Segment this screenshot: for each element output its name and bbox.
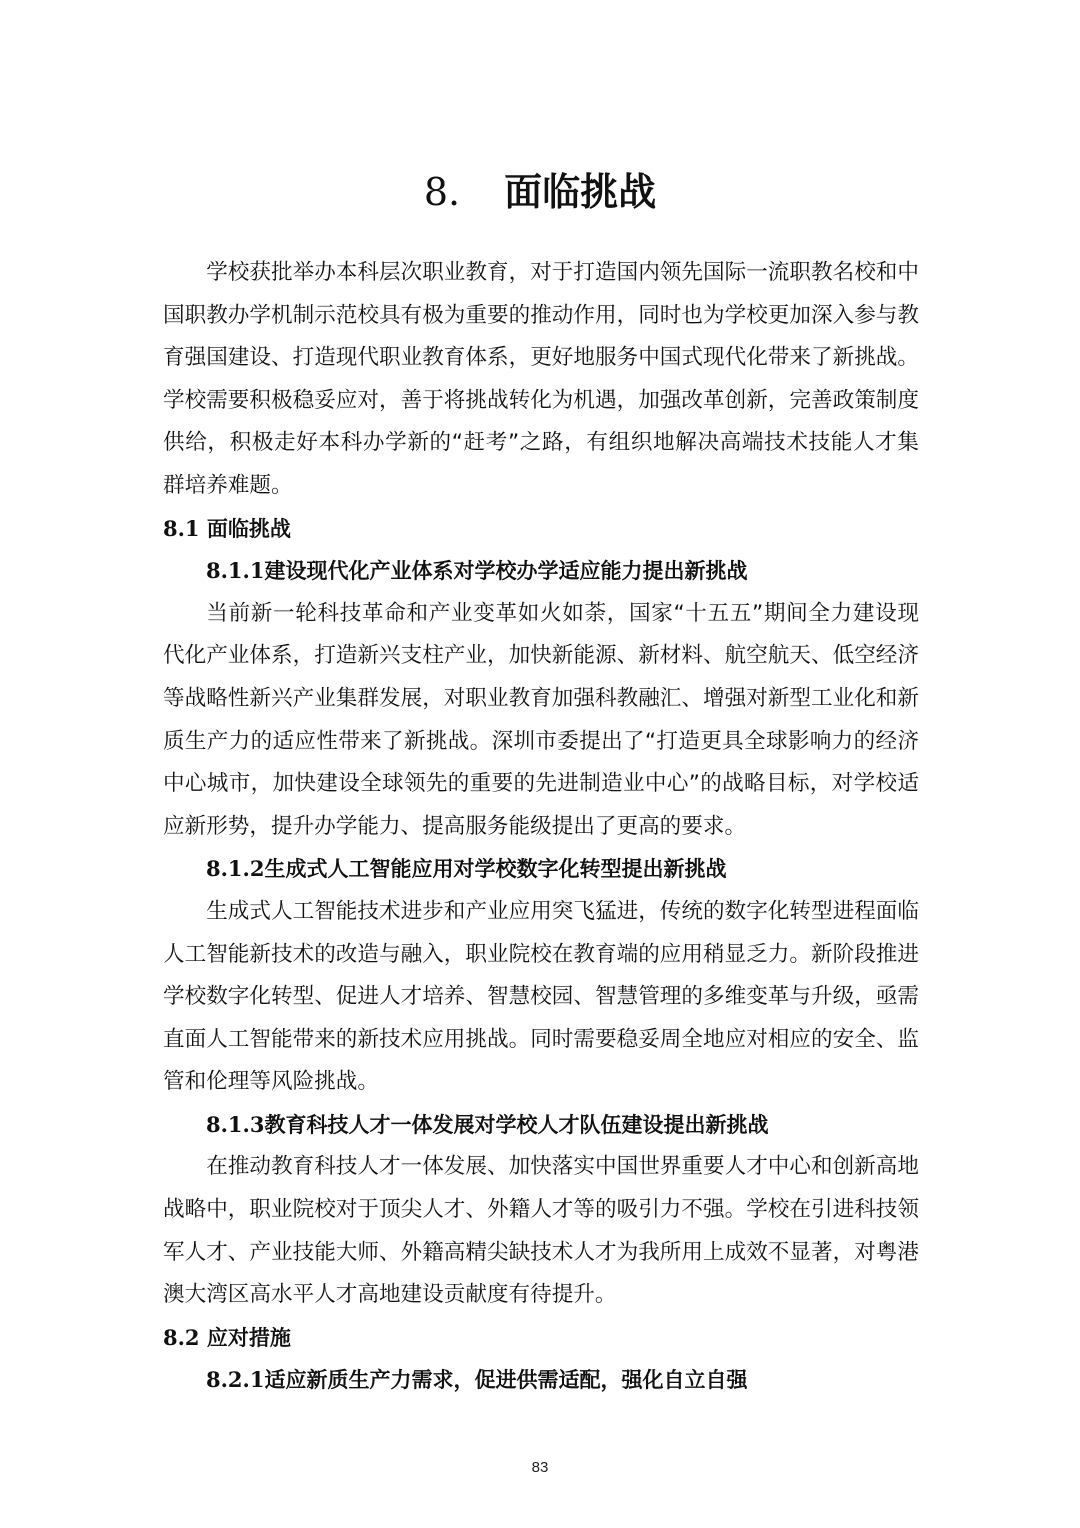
section-heading-8-1: 8.1 面临挑战 [163, 515, 291, 541]
subsection-heading-8-2-1: 8.2.1适应新质生产力需求，促进供需适配，强化自立自强 [206, 1367, 748, 1393]
section-heading-8-2: 8.2 应对措施 [163, 1324, 291, 1350]
page-number: 83 [531, 1459, 549, 1476]
paragraph-8-1-1: 当前新一轮科技革命和产业变革如火如荼，国家“十五五”期间全力建设现代化产业体系，打造新兴支柱产业，加快新能源、新材料、航空航天、低空经济等战略性新兴产业集群发展，对职业教育加强科教融汇、增强对新型工业化和新质生产力的适应性带来了新挑战。深圳市委提出了“打造更具全球影响力的经济中心城市，加快建设全球领先的重要的先进制造业中心”的战略目标，对学校适应新形势，提升办学能力、提高服务能级提出了更高的要求。 [163, 600, 919, 839]
paragraph-8-1-2: 生成式人工智能技术进步和产业应用突飞猛进，传统的数字化转型进程面临人工智能新技术的改造与融入，职业院校在教育端的应用稍显乏力。新阶段推进学校数字化转型、促进人才培养、智慧校园、智慧管理的多维变革与升级，亟需直面人工智能带来的新技术应用挑战。同时需要稳妥周全地应对相应的安全、监管和伦理等风险挑战。 [163, 898, 919, 1095]
intro-paragraph: 学校获批举办本科层次职业教育，对于打造国内领先国际一流职教名校和中国职教办学机制示范校具有极为重要的推动作用，同时也为学校更加深入参与教育强国建设、打造现代职业教育体系，更好地服务中国式现代化带来了新挑战。学校需要积极稳妥应对，善于将挑战转化为机遇，加强改革创新，完善政策制度供给，积极走好本科办学新的“赶考”之路，有组织地解决高端技术技能人才集群培养难题。 [163, 260, 919, 498]
chapter-title [0, 168, 1080, 216]
paragraph-8-1-3: 在推动教育科技人才一体发展、加快落实中国世界重要人才中心和创新高地战略中，职业院校对于顶尖人才、外籍人才等的吸引力不强。学校在引进科技领军人才、产业技能大师、外籍高精尖缺技术人才为我所用上成效不显著，对粤港澳大湾区高水平人才高地建设贡献度有待提升。 [163, 1154, 919, 1308]
chapter-title-text: 面临挑战 [504, 169, 657, 214]
chapter-number: 8. [423, 170, 461, 214]
document-body [163, 252, 919, 1402]
subsection-heading-8-1-2: 8.1.2生成式人工智能应用对学校数字化转型提出新挑战 [206, 856, 727, 882]
subsection-heading-8-1-1: 8.1.1建设现代化产业体系对学校办学适应能力提出新挑战 [206, 558, 748, 584]
subsection-heading-8-1-3: 8.1.3教育科技人才一体发展对学校人才队伍建设提出新挑战 [206, 1111, 769, 1137]
